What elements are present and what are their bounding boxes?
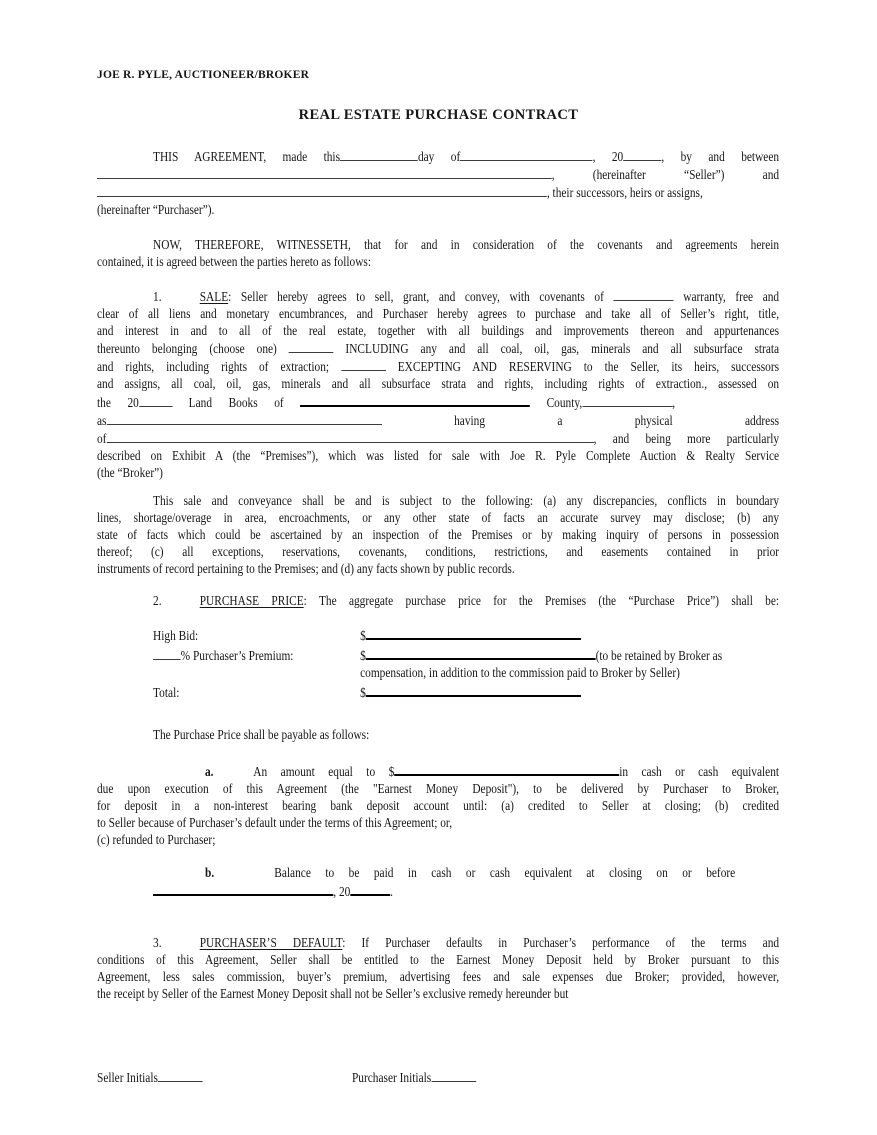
blank-field-premium-percent [153, 647, 181, 660]
body-text: THIS AGREEMENT, made this [153, 150, 341, 165]
body-text: Land Books of [188, 396, 284, 411]
body-line [97, 493, 779, 510]
body-text: , by and between [661, 150, 780, 165]
body-text: warranty, free and [683, 290, 780, 305]
body-text: of [97, 432, 107, 447]
body-text: for deposit in a non-interest bearing bank deposit account until: (a) credited to Seller at closing; (b) credited [97, 799, 780, 814]
body-text: day of [417, 150, 461, 165]
body-line [97, 561, 779, 578]
paragraph-b-balance [97, 865, 735, 901]
price-label: Total: [153, 685, 180, 701]
body-text: , their successors, heirs or assigns, [546, 186, 703, 201]
blank-field-purchaser-initials [431, 1069, 476, 1082]
body-text: and rights, including rights of extraction; [97, 360, 330, 375]
body-text: : Seller hereby agrees to sell, grant, and convey, with covenants of [228, 290, 604, 305]
purchaser-initials-label: Purchaser Initials [351, 1071, 432, 1086]
body-line [97, 306, 779, 323]
body-line [97, 254, 779, 271]
agreement-line [97, 166, 779, 184]
body-text: having a physical address [454, 414, 780, 429]
price-row-high-bid [97, 626, 779, 646]
body-line [97, 323, 779, 340]
price-row-premium-note [97, 665, 779, 683]
payable-clause [97, 727, 779, 744]
blank-field-closing-year [350, 882, 390, 896]
body-text: due upon execution of this Agreement (the "Earnest Money Deposit"), to be delivered by Purchaser to Broker, [97, 782, 780, 797]
price-row-total [97, 683, 779, 703]
body-text: conditions of this Agreement, Seller shall be entitled to the Earnest Money Deposit held by Broker pursuant to this [97, 953, 780, 968]
blank-field-choose-including [289, 340, 334, 353]
body-text: (hereinafter [592, 168, 646, 183]
blank-field-seller-initials [158, 1069, 203, 1082]
agreement-line [97, 184, 779, 202]
body-text: the receipt by Seller of the Earnest Money Deposit shall not be Seller’s exclusive remedy hereunder but [97, 987, 569, 1002]
blank-field-deposit-amount [394, 762, 619, 776]
price-table [97, 626, 779, 702]
broker-header: JOE R. PYLE, AUCTIONEER/BROKER [97, 69, 310, 81]
body-line [97, 448, 779, 465]
body-line [153, 727, 779, 744]
blank-field-high-bid-amount [366, 626, 581, 640]
list-marker-a: a. [204, 765, 214, 780]
body-text: , 20 [333, 885, 351, 900]
blank-field-parcel [106, 412, 381, 425]
section-heading-purchase-price: PURCHASE PRICE [199, 594, 304, 609]
seller-initials-label: Seller Initials [97, 1071, 158, 1086]
body-text: NOW, THEREFORE, WITNESSETH, that for and in consideration of the covenants and agreements herein [153, 238, 780, 253]
body-line [97, 393, 675, 412]
body-line [97, 952, 779, 969]
initials-footer [97, 1069, 779, 1087]
body-text: clear of all liens and monetary encumbrances, and Purchaser hereby agrees to purchase and take all of Seller’s right, title, [97, 307, 780, 322]
body-text: and interest in and to all of the real estate, together with all buildings and improvements thereon and appurtenances [97, 324, 780, 339]
body-text: contained, it is agreed between the parties hereto as follows: [97, 255, 371, 270]
body-text: and assigns, all coal, oil, gas, minerals and all subsurface strata and rights, including rights of extraction., assessed on [97, 377, 780, 392]
body-line [97, 288, 779, 306]
body-text: as [97, 414, 107, 429]
blank-field-purchaser-name [97, 184, 547, 197]
purchaser-initials-group [352, 1071, 476, 1086]
body-text: (hereinafter “Purchaser”). [97, 203, 215, 218]
body-text: The Purchase Price shall be payable as follows: [153, 728, 370, 743]
body-text: , [551, 168, 555, 183]
body-line [97, 412, 779, 430]
agreement-intro [97, 148, 779, 219]
blank-field-warranty [614, 288, 674, 301]
price-label [153, 647, 360, 666]
price-label: High Bid: [153, 629, 199, 644]
blank-field-premium-amount [366, 646, 596, 660]
price-row-premium [97, 646, 779, 666]
body-text: INCLUDING any and all coal, oil, gas, minerals and all subsurface strata [345, 342, 780, 357]
paragraph-a-earnest-money [97, 762, 779, 849]
price-label-text: % Purchaser’s Premium: [180, 648, 294, 664]
body-line [97, 798, 779, 815]
body-text: Agreement, less sales commission, buyer’s premium, advertising fees and sale expenses due Broker; provided, however, [97, 970, 780, 985]
body-text: thereof; (c) all exceptions, reservations, covenants, conditions, restrictions, and easements contained in prior [97, 545, 780, 560]
body-text: . [390, 885, 393, 900]
currency-symbol: $ [360, 648, 366, 664]
blank-field [460, 148, 592, 161]
list-marker-b: b. [204, 866, 215, 881]
body-line [97, 376, 779, 393]
body-text: : The aggregate purchase price for the Premises (the “Purchase Price”) shall be: [303, 594, 780, 609]
blank-field-county-name [300, 393, 530, 407]
body-line [97, 465, 779, 482]
body-text: described on Exhibit A (the “Premises”), which was listed for sale with Joe R. Pyle Complete Auction & Realty Service [97, 449, 780, 464]
blank-field-year [139, 394, 172, 407]
body-line [97, 762, 779, 781]
body-text: “Seller”) [684, 168, 725, 183]
body-text: state of facts which could be ascertained by an inspection of the Premises or by making inquiry of persons in possession [97, 528, 780, 543]
body-text: the 20 [97, 396, 139, 411]
body-text: (the “Broker”) [97, 466, 163, 481]
body-line [97, 430, 779, 448]
body-text: This sale and conveyance shall be and is subject to the following: (a) any discrepancies, conflicts in boundary [153, 494, 780, 509]
blank-field-seller-name [97, 166, 552, 179]
section-number: 2. [153, 594, 162, 609]
body-text: EXCEPTING AND RESERVING to the Seller, its heirs, successors [397, 360, 780, 375]
body-text: County, [546, 396, 583, 411]
body-line [153, 865, 735, 882]
blank-field-choose-excepting [341, 358, 386, 371]
body-line [97, 593, 779, 610]
witnesseth-clause [97, 237, 779, 271]
section-heading-purchasers-default: PURCHASER’S DEFAULT [199, 936, 343, 951]
document-body [97, 148, 779, 1087]
body-line [97, 340, 779, 358]
currency-symbol: $ [360, 629, 366, 644]
body-text: (c) refunded to Purchaser; [97, 833, 216, 848]
currency-symbol: $ [360, 685, 366, 701]
body-line [97, 832, 779, 849]
blank-field [623, 148, 661, 161]
blank-field [340, 148, 418, 161]
body-text: in cash or cash equivalent [619, 765, 780, 780]
body-text: , 20 [592, 150, 624, 165]
section-1-sale [97, 288, 779, 482]
price-note: (to be retained by Broker as [595, 648, 723, 664]
body-line [97, 237, 779, 254]
price-note: compensation, in addition to the commission paid to Broker by Seller) [360, 666, 680, 681]
body-line [97, 935, 779, 952]
body-text: lines, shortage/overage in area, encroachments, or any other state of facts an accurate survey may disclose; (b) any [97, 511, 780, 526]
section-2-purchase-price [97, 593, 779, 610]
body-text: , and being more particularly [593, 432, 780, 447]
body-line [97, 358, 779, 376]
body-text: , [672, 396, 676, 411]
body-line [153, 882, 735, 901]
subject-to-paragraph [97, 493, 779, 578]
agreement-line [97, 202, 779, 219]
document-title: REAL ESTATE PURCHASE CONTRACT [298, 107, 579, 123]
body-text: : If Purchaser defaults in Purchaser’s performance of the terms and [342, 936, 780, 951]
blank-field-total-amount [366, 683, 581, 697]
body-text: to Seller because of Purchaser’s default under the terms of this Agreement; or, [97, 816, 453, 831]
body-line [97, 815, 779, 832]
body-line [97, 510, 779, 527]
body-text: and [762, 168, 780, 183]
body-line [97, 527, 779, 544]
blank-field-address [106, 430, 593, 443]
section-3-purchasers-default [97, 935, 779, 1003]
seller-initials-group [97, 1069, 352, 1087]
body-line [97, 986, 779, 1003]
body-text: Balance to be paid in cash or cash equivalent at closing on or before [274, 866, 736, 881]
section-heading-sale: SALE [199, 290, 229, 305]
blank-field-closing-date [153, 882, 333, 896]
body-line [97, 781, 779, 798]
agreement-line [97, 148, 779, 166]
section-number: 1. [153, 290, 162, 305]
blank-field-state [582, 394, 672, 407]
body-line [97, 544, 779, 561]
body-line [97, 969, 779, 986]
section-number: 3. [153, 936, 162, 951]
body-text: thereunto belonging (choose one) [97, 342, 277, 357]
body-text: instruments of record pertaining to the Premises; and (d) any facts shown by public records. [97, 562, 515, 577]
body-text: An amount equal to $ [253, 765, 395, 780]
